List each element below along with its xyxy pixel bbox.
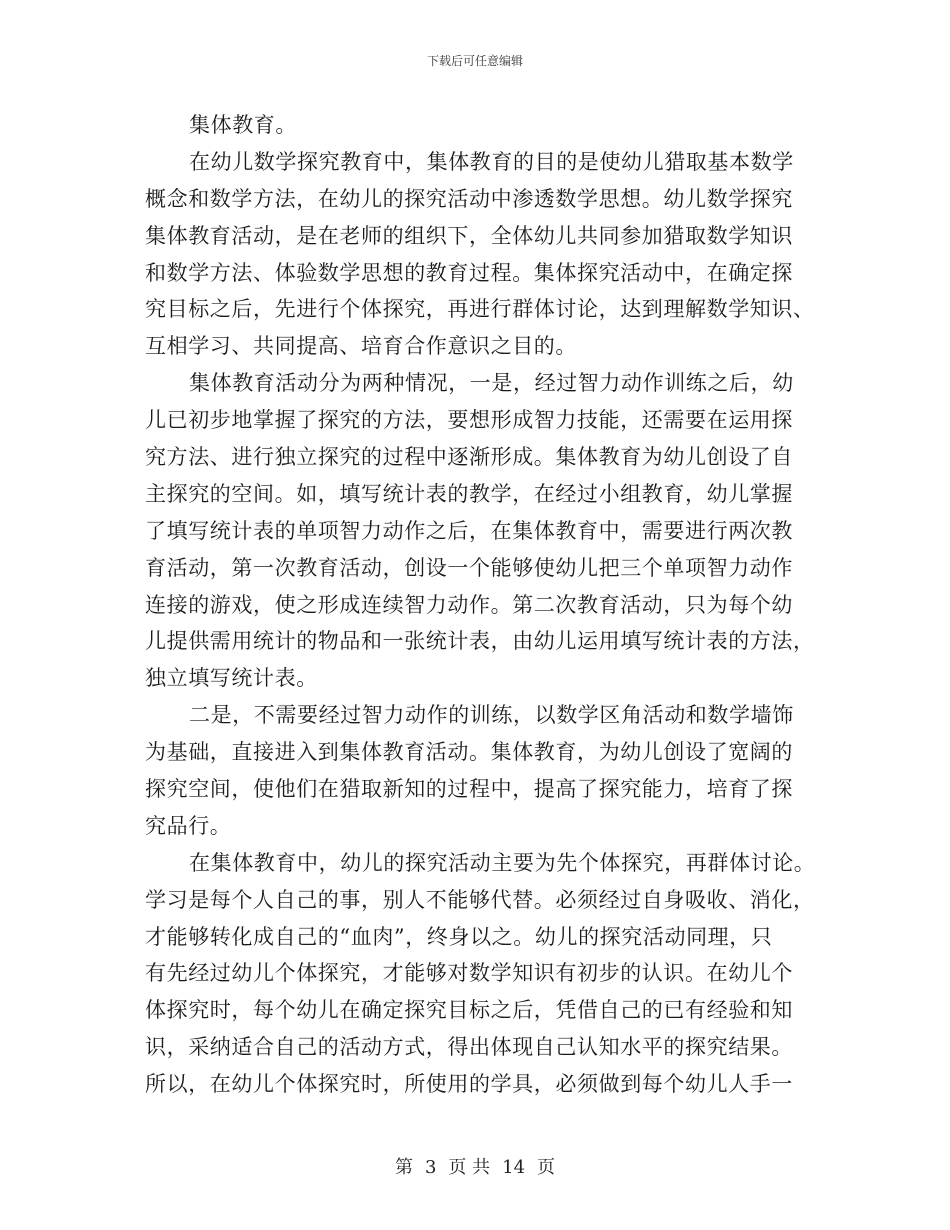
text-line: 育活动，第一次教育活动，创设一个能够使幼儿把三个单项智力动作 [145,555,793,580]
text-line: 究目标之后，先进行个体探究，再进行群体讨论，达到理解数学知识、 [145,297,815,322]
text-line: 集体教育。 [189,113,297,137]
text-line: 概念和数学方法，在幼儿的探究活动中渗透数学思想。幼儿数学探究 [145,186,793,211]
page-number: 3 [424,1157,437,1178]
text-line: 探究空间，使他们在猎取新知的过程中，提高了探究能力，培育了探 [145,777,793,802]
text-line: 在幼儿数学探究教育中，集体教育的目的是使幼儿猎取基本数学 [189,149,794,174]
text-line: 独立填写统计表。 [145,666,318,691]
text-line: 为基础，直接进入到集体教育活动。集体教育，为幼儿创设了宽阔的 [145,740,793,765]
page-total: 14 [502,1157,526,1178]
page-footer-prefix: 第 [394,1157,413,1178]
text-line: 才能够转化成自己的“血肉”，终身以之。幼儿的探究活动同理，只 [145,924,773,949]
text-line: 儿已初步地掌握了探究的方法，要想形成智力技能，还需要在运用探 [145,408,793,433]
text-line: 集体教育活动分为两种情况，一是，经过智力动作训练之后，幼 [189,371,794,396]
text-line: 在集体教育中，幼儿的探究活动主要为先个体探究，再群体讨论。 [189,850,816,875]
text-line: 主探究的空间。如，填写统计表的教学，在经过小组教育，幼儿掌握 [145,481,793,506]
text-line: 和数学方法、体验数学思想的教育过程。集体探究活动中，在确定探 [145,260,793,285]
text-line: 究方法、进行独立探究的过程中逐渐形成。集体教育为幼儿创设了自 [145,445,793,470]
page-footer-middle: 页 共 [448,1157,491,1178]
text-line: 所以，在幼儿个体探究时，所使用的学具，必须做到每个幼儿人手一 [145,1072,793,1097]
page-footer [0,1153,950,1179]
page-footer-suffix: 页 [537,1157,556,1178]
text-line: 集体教育活动，是在老师的组织下，全体幼儿共同参加猎取数学知识 [145,223,793,248]
text-line: 体探究时，每个幼儿在确定探究目标之后，凭借自己的已有经验和知 [145,998,793,1023]
text-line: 二是，不需要经过智力动作的训练，以数学区角活动和数学墙饰 [189,703,794,728]
text-line: 连接的游戏，使之形成连续智力动作。第二次教育活动，只为每个幼 [145,592,793,617]
text-line: 互相学习、共同提高、培育合作意识之目的。 [145,334,577,359]
text-line: 了填写统计表的单项智力动作之后，在集体教育中，需要进行两次教 [145,518,793,543]
text-line: 儿提供需用统计的物品和一张统计表，由幼儿运用填写统计表的方法， [145,629,815,654]
page-header: 下载后可任意编辑 [426,54,523,68]
text-line: 有先经过幼儿个体探究，才能够对数学知识有初步的认识。在幼儿个 [145,961,793,986]
text-line: 究品行。 [145,813,232,838]
text-line: 学习是每个人自己的事，别人不能够代替。必须经过自身吸收、消化， [145,887,815,912]
text-line: 识，采纳适合自己的活动方式，得出体现自己认知水平的探究结果。 [145,1035,793,1060]
document-body [145,107,816,1103]
